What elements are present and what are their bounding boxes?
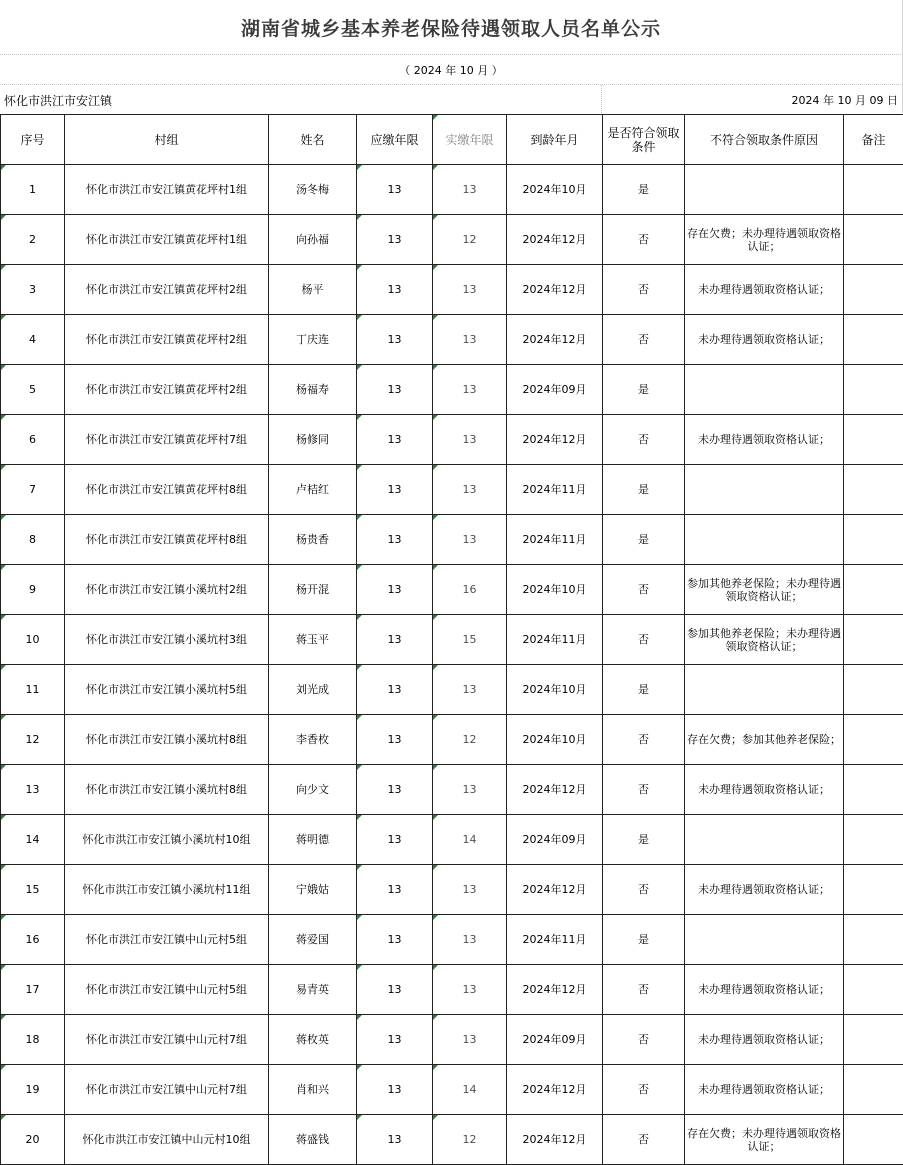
cell-remark[interactable] <box>844 315 903 365</box>
cell-seq[interactable]: 6 <box>1 415 65 465</box>
cell-remark[interactable] <box>844 365 903 415</box>
cell-seq[interactable]: 3 <box>1 265 65 315</box>
cell-seq[interactable]: 12 <box>1 715 65 765</box>
cell-reason[interactable] <box>685 665 844 715</box>
table-row <box>1 1065 903 1115</box>
cell-name[interactable]: 宁娥姑 <box>269 865 357 915</box>
cell-village[interactable]: 怀化市洪江市安江镇中山元村7组 <box>65 1065 269 1115</box>
cell-paid-years[interactable]: 13 <box>433 465 507 515</box>
info-row <box>0 85 903 113</box>
table-row <box>1 915 903 965</box>
cell-name[interactable]: 蒋盛钱 <box>269 1115 357 1165</box>
cell-eligible[interactable]: 否 <box>603 1015 685 1065</box>
cell-remark[interactable] <box>844 915 903 965</box>
cell-reason[interactable] <box>685 915 844 965</box>
cell-required-years[interactable]: 13 <box>357 765 433 815</box>
cell-reason[interactable] <box>685 815 844 865</box>
cell-age-month[interactable]: 2024年12月 <box>507 765 603 815</box>
cell-age-month[interactable]: 2024年12月 <box>507 965 603 1015</box>
roster-body <box>1 165 903 1165</box>
cell-required-years[interactable]: 13 <box>357 615 433 665</box>
cell-age-month[interactable]: 2024年11月 <box>507 515 603 565</box>
cell-remark[interactable] <box>844 565 903 615</box>
cell-village[interactable]: 怀化市洪江市安江镇小溪坑村10组 <box>65 815 269 865</box>
cell-seq[interactable]: 15 <box>1 865 65 915</box>
cell-reason[interactable] <box>685 365 844 415</box>
cell-reason[interactable]: 未办理待遇领取资格认证； <box>685 965 844 1015</box>
cell-name[interactable]: 汤冬梅 <box>269 165 357 215</box>
cell-name[interactable]: 刘光成 <box>269 665 357 715</box>
cell-seq[interactable]: 17 <box>1 965 65 1015</box>
cell-name[interactable]: 杨福寿 <box>269 365 357 415</box>
cell-seq[interactable]: 16 <box>1 915 65 965</box>
cell-eligible[interactable]: 否 <box>603 265 685 315</box>
table-row <box>1 865 903 915</box>
cell-reason[interactable]: 未办理待遇领取资格认证； <box>685 265 844 315</box>
cell-paid-years[interactable]: 13 <box>433 415 507 465</box>
cell-name[interactable]: 蒋枚英 <box>269 1015 357 1065</box>
cell-age-month[interactable]: 2024年11月 <box>507 615 603 665</box>
cell-reason[interactable]: 存在欠费；参加其他养老保险； <box>685 715 844 765</box>
roster-table <box>0 114 903 1165</box>
cell-reason[interactable]: 未办理待遇领取资格认证； <box>685 415 844 465</box>
cell-village[interactable]: 怀化市洪江市安江镇小溪坑村11组 <box>65 865 269 915</box>
table-row <box>1 965 903 1015</box>
cell-paid-years[interactable]: 12 <box>433 715 507 765</box>
cell-name[interactable]: 易青英 <box>269 965 357 1015</box>
cell-seq[interactable]: 11 <box>1 665 65 715</box>
cell-reason[interactable]: 未办理待遇领取资格认证； <box>685 865 844 915</box>
col-header-seq[interactable]: 序号 <box>1 115 65 165</box>
cell-name[interactable]: 丁庆连 <box>269 315 357 365</box>
cell-remark[interactable] <box>844 1065 903 1115</box>
cell-age-month[interactable]: 2024年09月 <box>507 815 603 865</box>
col-header-required-years[interactable]: 应缴年限 <box>357 115 433 165</box>
cell-village[interactable]: 怀化市洪江市安江镇中山元村10组 <box>65 1115 269 1165</box>
cell-reason[interactable]: 存在欠费；未办理待遇领取资格认证； <box>685 1115 844 1165</box>
cell-seq[interactable]: 2 <box>1 215 65 265</box>
cell-name[interactable]: 杨平 <box>269 265 357 315</box>
cell-village[interactable]: 怀化市洪江市安江镇小溪坑村8组 <box>65 715 269 765</box>
cell-paid-years[interactable]: 14 <box>433 1065 507 1115</box>
col-header-name[interactable]: 姓名 <box>269 115 357 165</box>
cell-remark[interactable] <box>844 165 903 215</box>
cell-required-years[interactable]: 13 <box>357 965 433 1015</box>
cell-required-years[interactable]: 13 <box>357 1065 433 1115</box>
cell-name[interactable]: 蒋玉平 <box>269 615 357 665</box>
header-row <box>1 115 903 165</box>
cell-age-month[interactable]: 2024年12月 <box>507 265 603 315</box>
cell-seq[interactable]: 1 <box>1 165 65 215</box>
table-row <box>1 215 903 265</box>
cell-eligible[interactable]: 否 <box>603 1065 685 1115</box>
cell-eligible[interactable]: 否 <box>603 415 685 465</box>
table-row <box>1 1015 903 1065</box>
cell-village[interactable]: 怀化市洪江市安江镇黄花坪村1组 <box>65 165 269 215</box>
cell-eligible[interactable]: 否 <box>603 565 685 615</box>
cell-required-years[interactable]: 13 <box>357 665 433 715</box>
cell-reason[interactable]: 未办理待遇领取资格认证； <box>685 1065 844 1115</box>
cell-required-years[interactable]: 13 <box>357 165 433 215</box>
table-row <box>1 165 903 215</box>
cell-seq[interactable]: 18 <box>1 1015 65 1065</box>
table-row <box>1 515 903 565</box>
cell-divider <box>601 85 602 113</box>
table-row <box>1 1115 903 1165</box>
cell-eligible[interactable]: 否 <box>603 615 685 665</box>
cell-seq[interactable]: 14 <box>1 815 65 865</box>
table-row <box>1 265 903 315</box>
table-row <box>1 715 903 765</box>
cell-required-years[interactable]: 13 <box>357 415 433 465</box>
cell-reason[interactable]: 参加其他养老保险；未办理待遇领取资格认证； <box>685 615 844 665</box>
cell-eligible[interactable]: 否 <box>603 215 685 265</box>
cell-seq[interactable]: 5 <box>1 365 65 415</box>
cell-age-month[interactable]: 2024年12月 <box>507 1115 603 1165</box>
cell-village[interactable]: 怀化市洪江市安江镇黄花坪村2组 <box>65 265 269 315</box>
cell-seq[interactable]: 19 <box>1 1065 65 1115</box>
cell-eligible[interactable]: 是 <box>603 515 685 565</box>
cell-remark[interactable] <box>844 765 903 815</box>
cell-seq[interactable]: 8 <box>1 515 65 565</box>
cell-paid-years[interactable]: 16 <box>433 565 507 615</box>
cell-name[interactable]: 杨贵香 <box>269 515 357 565</box>
cell-remark[interactable] <box>844 1115 903 1165</box>
cell-age-month[interactable]: 2024年09月 <box>507 365 603 415</box>
cell-required-years[interactable]: 13 <box>357 515 433 565</box>
cell-required-years[interactable]: 13 <box>357 215 433 265</box>
cell-name[interactable]: 蒋爱国 <box>269 915 357 965</box>
cell-paid-years[interactable]: 13 <box>433 915 507 965</box>
cell-required-years[interactable]: 13 <box>357 1115 433 1165</box>
cell-eligible[interactable]: 否 <box>603 765 685 815</box>
cell-seq[interactable]: 4 <box>1 315 65 365</box>
col-header-eligible[interactable]: 是否符合领取条件 <box>603 115 685 165</box>
cell-required-years[interactable]: 13 <box>357 1015 433 1065</box>
cell-paid-years[interactable]: 13 <box>433 365 507 415</box>
table-row <box>1 565 903 615</box>
cell-required-years[interactable]: 13 <box>357 715 433 765</box>
cell-paid-years[interactable]: 13 <box>433 515 507 565</box>
cell-required-years[interactable]: 13 <box>357 815 433 865</box>
cell-eligible[interactable]: 是 <box>603 465 685 515</box>
cell-required-years[interactable]: 13 <box>357 915 433 965</box>
cell-age-month[interactable]: 2024年10月 <box>507 165 603 215</box>
cell-paid-years[interactable]: 13 <box>433 265 507 315</box>
cell-name[interactable]: 肖和兴 <box>269 1065 357 1115</box>
cell-eligible[interactable]: 否 <box>603 1115 685 1165</box>
cell-eligible[interactable]: 否 <box>603 865 685 915</box>
cell-reason[interactable] <box>685 515 844 565</box>
cell-seq[interactable]: 10 <box>1 615 65 665</box>
report-date[interactable]: 2024 年 10 月 09 日 <box>791 94 898 107</box>
cell-seq[interactable]: 9 <box>1 565 65 615</box>
cell-remark[interactable] <box>844 465 903 515</box>
cell-village[interactable]: 怀化市洪江市安江镇黄花坪村8组 <box>65 465 269 515</box>
cell-paid-years[interactable]: 13 <box>433 765 507 815</box>
cell-reason[interactable] <box>685 465 844 515</box>
cell-village[interactable]: 怀化市洪江市安江镇小溪坑村8组 <box>65 765 269 815</box>
col-header-reason[interactable]: 不符合领取条件原因 <box>685 115 844 165</box>
cell-age-month[interactable]: 2024年09月 <box>507 1015 603 1065</box>
period-row[interactable] <box>0 55 903 85</box>
cell-age-month[interactable]: 2024年10月 <box>507 565 603 615</box>
cell-name[interactable]: 李香枚 <box>269 715 357 765</box>
cell-paid-years[interactable]: 15 <box>433 615 507 665</box>
cell-village[interactable]: 怀化市洪江市安江镇中山元村7组 <box>65 1015 269 1065</box>
cell-name[interactable]: 卢桔红 <box>269 465 357 515</box>
table-row <box>1 415 903 465</box>
cell-remark[interactable] <box>844 415 903 465</box>
cell-reason[interactable]: 未办理待遇领取资格认证； <box>685 765 844 815</box>
cell-paid-years[interactable]: 13 <box>433 1015 507 1065</box>
cell-age-month[interactable]: 2024年12月 <box>507 215 603 265</box>
cell-age-month[interactable]: 2024年12月 <box>507 1065 603 1115</box>
table-row <box>1 765 903 815</box>
cell-eligible[interactable]: 否 <box>603 965 685 1015</box>
cell-paid-years[interactable]: 14 <box>433 815 507 865</box>
cell-remark[interactable] <box>844 515 903 565</box>
cell-paid-years[interactable]: 12 <box>433 215 507 265</box>
cell-village[interactable]: 怀化市洪江市安江镇小溪坑村5组 <box>65 665 269 715</box>
cell-remark[interactable] <box>844 1015 903 1065</box>
cell-remark[interactable] <box>844 265 903 315</box>
cell-eligible[interactable]: 是 <box>603 665 685 715</box>
cell-reason[interactable]: 未办理待遇领取资格认证； <box>685 1015 844 1065</box>
cell-seq[interactable]: 7 <box>1 465 65 515</box>
cell-required-years[interactable]: 13 <box>357 565 433 615</box>
cell-reason[interactable]: 存在欠费；未办理待遇领取资格认证； <box>685 215 844 265</box>
col-header-age-month[interactable]: 到龄年月 <box>507 115 603 165</box>
cell-village[interactable]: 怀化市洪江市安江镇黄花坪村2组 <box>65 315 269 365</box>
cell-eligible[interactable]: 否 <box>603 315 685 365</box>
cell-village[interactable]: 怀化市洪江市安江镇黄花坪村7组 <box>65 415 269 465</box>
cell-required-years[interactable]: 13 <box>357 365 433 415</box>
cell-age-month[interactable]: 2024年12月 <box>507 415 603 465</box>
table-row <box>1 365 903 415</box>
report-period: （ 2024 年 10 月 ） <box>399 63 503 77</box>
col-header-paid-years[interactable]: 实缴年限 <box>433 115 507 165</box>
table-row <box>1 315 903 365</box>
cell-remark[interactable] <box>844 215 903 265</box>
cell-age-month[interactable]: 2024年11月 <box>507 465 603 515</box>
table-row <box>1 465 903 515</box>
cell-eligible[interactable]: 是 <box>603 815 685 865</box>
cell-reason[interactable] <box>685 165 844 215</box>
table-row <box>1 665 903 715</box>
cell-seq[interactable]: 20 <box>1 1115 65 1165</box>
cell-eligible[interactable]: 否 <box>603 715 685 765</box>
cell-remark[interactable] <box>844 715 903 765</box>
cell-village[interactable]: 怀化市洪江市安江镇黄花坪村8组 <box>65 515 269 565</box>
cell-village[interactable]: 怀化市洪江市安江镇小溪坑村3组 <box>65 615 269 665</box>
cell-name[interactable]: 向孙福 <box>269 215 357 265</box>
cell-remark[interactable] <box>844 815 903 865</box>
cell-required-years[interactable]: 13 <box>357 265 433 315</box>
cell-paid-years[interactable]: 13 <box>433 665 507 715</box>
cell-paid-years[interactable]: 13 <box>433 165 507 215</box>
cell-name[interactable]: 向少文 <box>269 765 357 815</box>
cell-village[interactable]: 怀化市洪江市安江镇中山元村5组 <box>65 965 269 1015</box>
cell-age-month[interactable]: 2024年10月 <box>507 665 603 715</box>
table-row <box>1 615 903 665</box>
cell-paid-years[interactable]: 12 <box>433 1115 507 1165</box>
cell-remark[interactable] <box>844 665 903 715</box>
cell-seq[interactable]: 13 <box>1 765 65 815</box>
cell-name[interactable]: 蒋明德 <box>269 815 357 865</box>
cell-village[interactable]: 怀化市洪江市安江镇黄花坪村1组 <box>65 215 269 265</box>
cell-age-month[interactable]: 2024年10月 <box>507 715 603 765</box>
cell-paid-years[interactable]: 13 <box>433 965 507 1015</box>
title-row[interactable] <box>0 0 903 55</box>
cell-age-month[interactable]: 2024年12月 <box>507 865 603 915</box>
cell-village[interactable]: 怀化市洪江市安江镇黄花坪村2组 <box>65 365 269 415</box>
cell-remark[interactable] <box>844 615 903 665</box>
cell-age-month[interactable]: 2024年11月 <box>507 915 603 965</box>
cell-paid-years[interactable]: 13 <box>433 865 507 915</box>
col-header-village[interactable]: 村组 <box>65 115 269 165</box>
cell-eligible[interactable]: 是 <box>603 165 685 215</box>
cell-village[interactable]: 怀化市洪江市安江镇中山元村5组 <box>65 915 269 965</box>
cell-reason[interactable]: 参加其他养老保险；未办理待遇领取资格认证； <box>685 565 844 615</box>
cell-required-years[interactable]: 13 <box>357 865 433 915</box>
cell-age-month[interactable]: 2024年12月 <box>507 315 603 365</box>
cell-required-years[interactable]: 13 <box>357 315 433 365</box>
table-row <box>1 815 903 865</box>
cell-paid-years[interactable]: 13 <box>433 315 507 365</box>
location-label[interactable]: 怀化市洪江市安江镇 <box>4 94 113 108</box>
cell-eligible[interactable]: 是 <box>603 915 685 965</box>
cell-remark[interactable] <box>844 865 903 915</box>
cell-eligible[interactable]: 是 <box>603 365 685 415</box>
cell-required-years[interactable]: 13 <box>357 465 433 515</box>
cell-name[interactable]: 杨开混 <box>269 565 357 615</box>
cell-name[interactable]: 杨修同 <box>269 415 357 465</box>
cell-reason[interactable]: 未办理待遇领取资格认证； <box>685 315 844 365</box>
cell-remark[interactable] <box>844 965 903 1015</box>
col-header-remark[interactable]: 备注 <box>844 115 903 165</box>
page-title: 湖南省城乡基本养老保险待遇领取人员名单公示 <box>240 17 661 40</box>
cell-village[interactable]: 怀化市洪江市安江镇小溪坑村2组 <box>65 565 269 615</box>
